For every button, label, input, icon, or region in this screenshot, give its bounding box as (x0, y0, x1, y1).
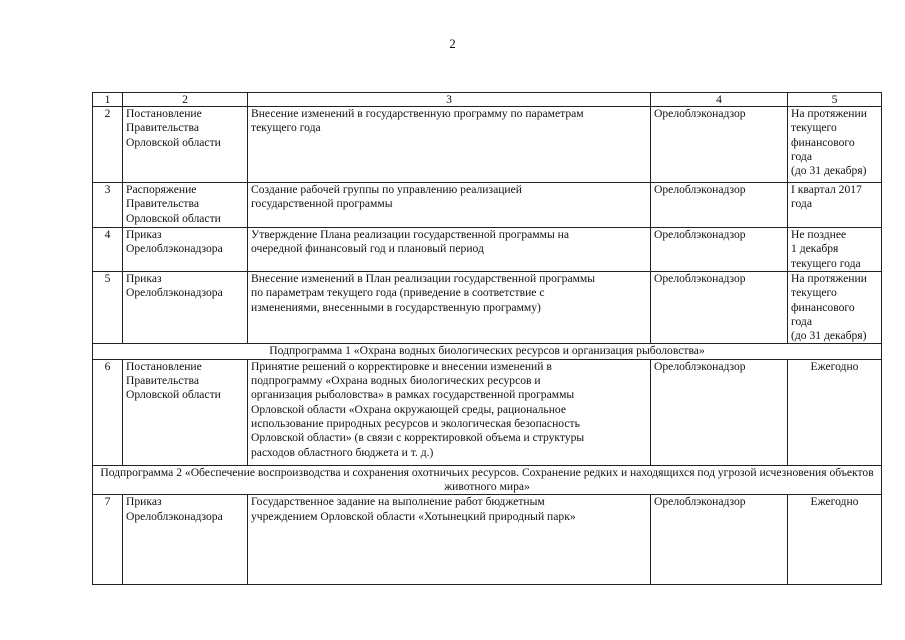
document-type: Приказ Орелоблэконадзора (123, 272, 248, 344)
executor: Орелоблэконадзор (651, 495, 788, 585)
measure-description: Внесение изменений в План реализации государственной программы по параметрам текущего года (приведение в соответствие с изменениями, внесенными в государственную программу) (248, 272, 651, 344)
deadline: На протяжении текущего финансового года (до 31 декабря) (788, 107, 882, 183)
subprogram-1-row (93, 344, 882, 359)
executor: Орелоблэконадзор (651, 359, 788, 465)
deadline: I квартал 2017 года (788, 183, 882, 228)
document-type: Постановление Правительства Орловской области (123, 107, 248, 183)
document-type: Приказ Орелоблэконадзора (123, 495, 248, 585)
row-number: 4 (93, 228, 123, 272)
executor: Орелоблэконадзор (651, 228, 788, 272)
row-number: 2 (93, 107, 123, 183)
page-number: 2 (449, 36, 456, 51)
header-col-5: 5 (788, 93, 882, 107)
header-col-3: 3 (248, 93, 651, 107)
document-type: Приказ Орелоблэконадзора (123, 228, 248, 272)
document-type: Постановление Правительства Орловской области (123, 359, 248, 465)
row-number: 7 (93, 495, 123, 585)
table-row (93, 495, 882, 585)
header-col-1: 1 (93, 93, 123, 107)
subprogram-2-row (93, 465, 882, 495)
table-row (93, 272, 882, 344)
executor: Орелоблэконадзор (651, 183, 788, 228)
deadline: Ежегодно (788, 495, 882, 585)
subprogram-2-title: Подпрограмма 2 «Обеспечение воспроизводства и сохранения охотничьих ресурсов. Сохранение редких и находящихся под угрозой исчезновения объектов животного мира» (93, 465, 882, 495)
executor: Орелоблэконадзор (651, 272, 788, 344)
measure-description: Государственное задание на выполнение работ бюджетным учреждением Орловской области «Хотынецкий природный парк» (248, 495, 651, 585)
header-col-2: 2 (123, 93, 248, 107)
measure-description: Внесение изменений в государственную программу по параметрам текущего года (248, 107, 651, 183)
table-header-row (93, 93, 882, 107)
measure-description: Утверждение Плана реализации государственной программы на очередной финансовый год и плановый период (248, 228, 651, 272)
table-row (93, 183, 882, 228)
row-number: 3 (93, 183, 123, 228)
table-row (93, 228, 882, 272)
deadline: Не позднее 1 декабря текущего года (788, 228, 882, 272)
row-number: 5 (93, 272, 123, 344)
table-row (93, 107, 882, 183)
document-type: Распоряжение Правительства Орловской области (123, 183, 248, 228)
row-number: 6 (93, 359, 123, 465)
measure-description: Создание рабочей группы по управлению реализацией государственной программы (248, 183, 651, 228)
deadline: На протяжении текущего финансового года (до 31 декабря) (788, 272, 882, 344)
subprogram-1-title: Подпрограмма 1 «Охрана водных биологических ресурсов и организация рыболовства» (93, 344, 882, 359)
implementation-plan-table (92, 92, 882, 585)
executor: Орелоблэконадзор (651, 107, 788, 183)
measure-description: Принятие решений о корректировке и внесении изменений в подпрограмму «Охрана водных биологических ресурсов и организация рыболовства» в рамках государственной программы Орловской области «Охрана окружающей среды, рациональное использование природных ресурсов и экологическая безопасность Орловской области» (в связи с корректировкой объема и структуры расходов областного бюджета и т. д.) (248, 359, 651, 465)
header-col-4: 4 (651, 93, 788, 107)
deadline: Ежегодно (788, 359, 882, 465)
table-row (93, 359, 882, 465)
